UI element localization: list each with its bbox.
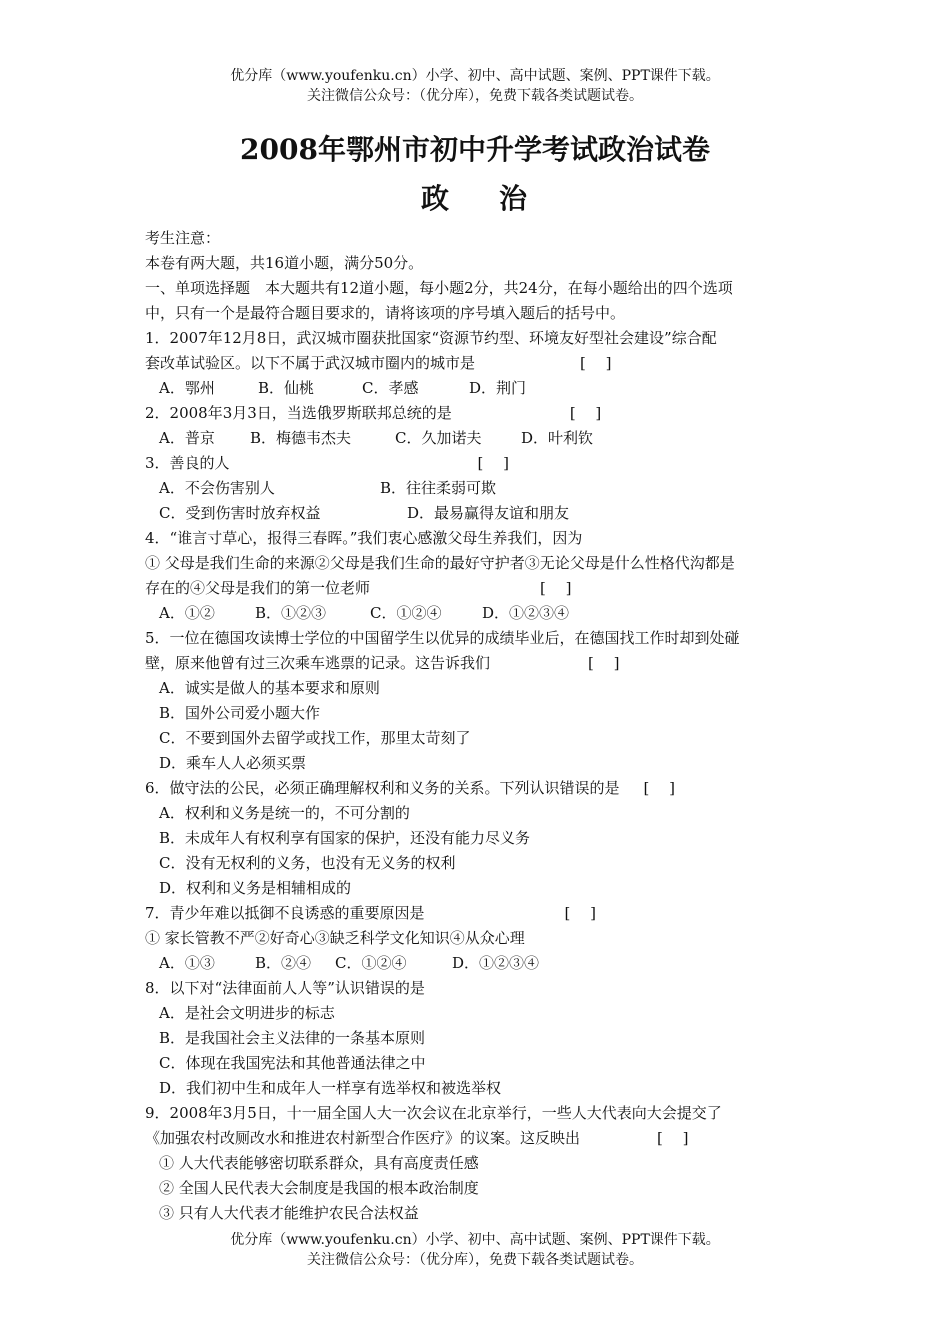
q7-stem-line <box>145 901 810 926</box>
q5-stem-cont <box>145 651 810 676</box>
q9-answer-bracket: [ ] <box>657 1129 689 1147</box>
subject-title <box>0 180 950 218</box>
q3-answer-bracket: [ ] <box>477 454 510 472</box>
q6-answer-bracket: [ ] <box>643 779 676 797</box>
footer-line-1: 优分库（www.youfenku.cn）小学、初中、高中试题、案例、PPT课件下载。 <box>230 1232 720 1248</box>
q8-option-d: D．我们初中生和成年人一样享有选举权和被选举权 <box>159 1079 502 1097</box>
q7-stem: 7．青少年难以抵御不良诱惑的重要原因是 <box>145 904 425 922</box>
q3-option-b: B．往往柔弱可欺 <box>380 479 497 497</box>
q9-item-3: ③ 只有人大代表才能维护农民合法权益 <box>159 1204 419 1222</box>
section-1-intro-cont: 中，只有一个是最符合题目要求的，请将该项的序号填入题后的括号中。 <box>145 304 626 322</box>
page-footer <box>0 1230 950 1270</box>
q6-stem-line <box>145 776 810 801</box>
q3-options-row-1 <box>145 476 810 501</box>
q3-options-row-2 <box>145 501 810 526</box>
q1-option-d: D．荆门 <box>469 379 527 397</box>
header-line-2: 关注微信公众号：（优分库），免费下载各类试题试卷。 <box>307 88 643 104</box>
q7-option-c: C．①②④ <box>335 954 407 972</box>
q9-item-1: ① 人大代表能够密切联系群众，具有高度责任感 <box>159 1154 479 1172</box>
q4-stem: 4．“谁言寸草心，报得三春晖。”我们衷心感激父母生养我们，因为 <box>145 529 583 547</box>
q8-option-c: C．体现在我国宪法和其他普通法律之中 <box>159 1054 426 1072</box>
q7-option-a: A．①③ <box>159 954 215 972</box>
q2-option-d: D．叶利钦 <box>521 429 594 447</box>
q1-answer-bracket: [ ] <box>580 354 612 372</box>
q1-options <box>145 376 810 401</box>
q9-stem-text: 《加强农村改厕改水和推进农村新型合作医疗》的议案。这反映出 <box>145 1129 581 1147</box>
q1-option-b: B．仙桃 <box>258 379 315 397</box>
q4-option-d: D．①②③④ <box>482 604 570 622</box>
q2-answer-bracket: [ ] <box>569 404 602 422</box>
q4-option-c: C．①②④ <box>370 604 442 622</box>
q2-option-a: A．普京 <box>159 429 215 447</box>
q7-option-b: B．②④ <box>255 954 312 972</box>
subject-char-1: 政 <box>420 182 451 215</box>
notice-text: 本卷有两大题，共16道小题，满分50分。 <box>145 254 424 272</box>
q8-stem: 8．以下对“法律面前人人等”认识错误的是 <box>145 979 425 997</box>
q7-options <box>145 951 810 976</box>
subject-char-2: 治 <box>499 182 530 215</box>
q2-options <box>145 426 810 451</box>
q5-option-a: A．诚实是做人的基本要求和原则 <box>159 679 380 697</box>
q3-option-c: C．受到伤害时放弃权益 <box>159 504 321 522</box>
q6-option-b: B．未成年人有权利享有国家的保护，还没有能力尽义务 <box>159 829 531 847</box>
q7-items: ① 家长管教不严②好奇心③缺乏科学文化知识④从众心理 <box>145 929 525 947</box>
q6-option-c: C．没有无权利的义务，也没有无义务的权利 <box>159 854 456 872</box>
q5-option-b: B．国外公司爱小题大作 <box>159 704 321 722</box>
header-line-1: 优分库（www.youfenku.cn）小学、初中、高中试题、案例、PPT课件下载。 <box>230 68 720 84</box>
q3-option-d: D．最易赢得友谊和朋友 <box>407 504 570 522</box>
q3-option-a: A．不会伤害别人 <box>159 479 275 497</box>
section-1-intro: 一、单项选择题 本大题共有12道小题，每小题2分，共24分，在每小题给出的四个选项 <box>145 279 733 297</box>
q7-option-d: D．①②③④ <box>452 954 540 972</box>
q4-stem-text: 存在的④父母是我们的第一位老师 <box>145 579 371 597</box>
q8-option-a: A．是社会文明进步的标志 <box>159 1004 335 1022</box>
q5-stem: 5．一位在德国攻读博士学位的中国留学生以优异的成绩毕业后，在德国找工作时却到处碰 <box>145 629 740 647</box>
q9-stem: 9．2008年3月5日，十一届全国人大一次会议在北京举行，一些人大代表向大会提交了 <box>145 1104 722 1122</box>
q3-stem: 3．善良的人 <box>145 454 230 472</box>
q4-option-a: A．①② <box>159 604 215 622</box>
q1-stem: 1．2007年12月8日，武汉城市圈获批国家“资源节约型、环境友好型社会建设”综合配 <box>145 329 717 347</box>
q2-option-c: C．久加诺夫 <box>395 429 482 447</box>
q1-option-c: C．孝感 <box>362 379 419 397</box>
q6-option-d: D．权利和义务是相辅相成的 <box>159 879 352 897</box>
notice-label: 考生注意： <box>145 229 221 247</box>
exam-content <box>145 226 810 1226</box>
q5-option-d: D．乘车人人必须买票 <box>159 754 307 772</box>
q9-stem-cont <box>145 1126 810 1151</box>
q8-option-b: B．是我国社会主义法律的一条基本原则 <box>159 1029 426 1047</box>
page-header <box>0 66 950 106</box>
q2-option-b: B．梅德韦杰夫 <box>250 429 352 447</box>
q5-answer-bracket: [ ] <box>588 654 620 672</box>
q9-item-2: ② 全国人民代表大会制度是我国的根本政治制度 <box>159 1179 479 1197</box>
q4-option-b: B．①②③ <box>255 604 327 622</box>
q7-answer-bracket: [ ] <box>564 904 597 922</box>
q5-option-c: C．不要到国外去留学或找工作，那里太苛刻了 <box>159 729 471 747</box>
q6-stem: 6．做守法的公民，必须正确理解权利和义务的关系。下列认识错误的是 <box>145 779 620 797</box>
q3-stem-line <box>145 451 810 476</box>
q1-option-a: A．鄂州 <box>159 379 215 397</box>
q4-stem-end <box>145 576 810 601</box>
q1-stem-cont <box>145 351 810 376</box>
exam-title: 2008年鄂州市初中升学考试政治试卷 <box>240 133 710 166</box>
q6-option-a: A．权利和义务是统一的，不可分割的 <box>159 804 410 822</box>
q1-stem-text: 套改革试验区。以下不属于武汉城市圈内的城市是 <box>145 354 476 372</box>
q4-options <box>145 601 810 626</box>
q2-stem-line <box>145 401 810 426</box>
q4-stem-cont: ① 父母是我们生命的来源②父母是我们生命的最好守护者③无论父母是什么性格代沟都是 <box>145 554 735 572</box>
footer-line-2: 关注微信公众号：（优分库），免费下载各类试题试卷。 <box>307 1252 643 1268</box>
q4-answer-bracket: [ ] <box>540 579 572 597</box>
q2-stem: 2．2008年3月3日，当选俄罗斯联邦总统的是 <box>145 404 452 422</box>
q5-stem-text: 壁，原来他曾有过三次乘车逃票的记录。这告诉我们 <box>145 654 491 672</box>
